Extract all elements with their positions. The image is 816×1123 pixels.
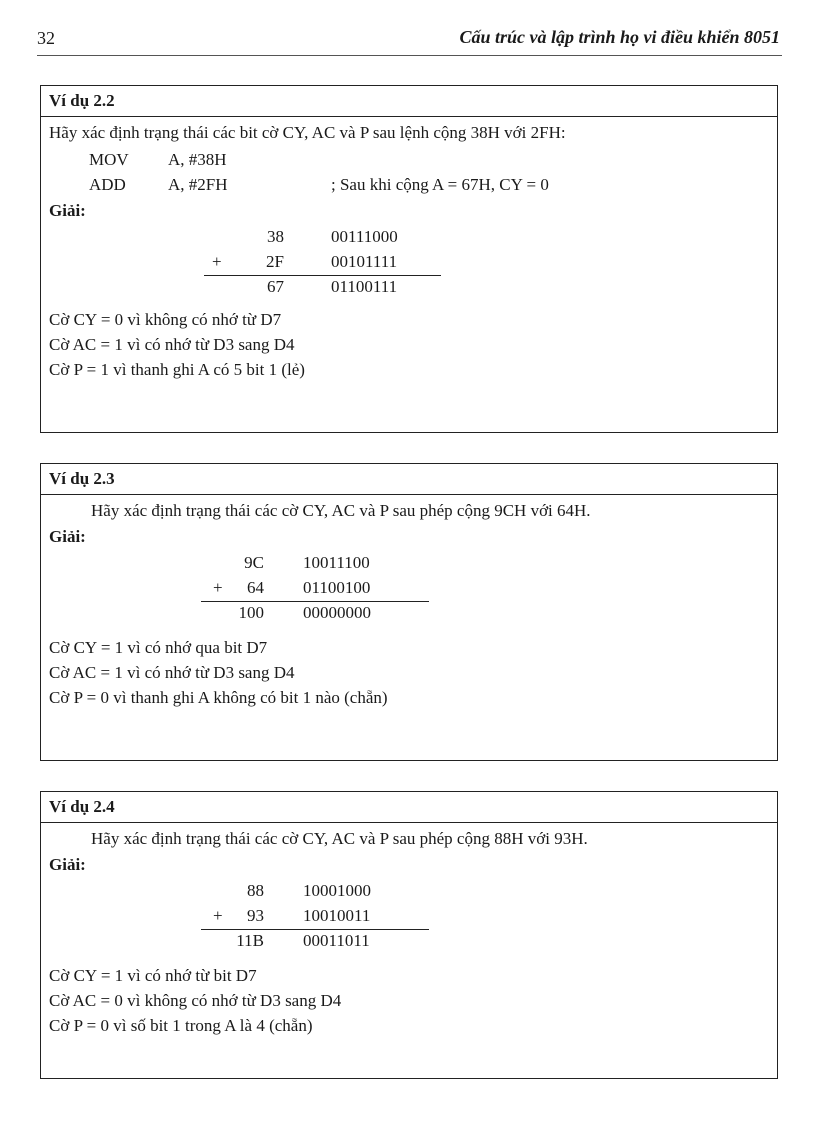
example-intro: Hãy xác định trạng thái các cờ CY, AC và P sau phép cộng 88H với 93H.	[91, 829, 588, 848]
flag-note: Cờ P = 0 vì thanh ghi A không có bit 1 nào (chẵn)	[49, 688, 388, 707]
code-comment: ; Sau khi cộng A = 67H, CY = 0	[331, 175, 549, 194]
flag-note: Cờ P = 1 vì thanh ghi A có 5 bit 1 (lẻ)	[49, 360, 305, 379]
flag-note: Cờ AC = 1 vì có nhớ từ D3 sang D4	[49, 335, 295, 354]
sum-bin: 00011011	[303, 931, 370, 950]
operand-b-bin: 00101111	[331, 252, 398, 271]
example-2-3	[40, 463, 778, 761]
sum-rule	[204, 275, 441, 276]
flag-note: Cờ AC = 0 vì không có nhớ từ D3 sang D4	[49, 991, 342, 1010]
example-intro: Hãy xác định trạng thái các bit cờ CY, AC và P sau lệnh cộng 38H với 2FH:	[49, 123, 566, 142]
example-2-2	[40, 85, 778, 433]
example-intro: Hãy xác định trạng thái các cờ CY, AC và P sau phép cộng 9CH với 64H.	[91, 501, 591, 520]
example-2-4	[40, 791, 778, 1079]
example-header	[41, 86, 777, 117]
plus-sign: +	[213, 578, 223, 597]
operand-a-hex: 88	[247, 881, 264, 900]
operand-b-hex: 64	[247, 578, 264, 597]
example-title: Ví dụ 2.2	[49, 91, 115, 110]
operand-a-bin: 00111000	[331, 227, 398, 246]
code-op: MOV	[89, 150, 129, 169]
operand-a-hex: 38	[267, 227, 284, 246]
operand-b-bin: 01100100	[303, 578, 371, 597]
flag-note: Cờ P = 0 vì số bit 1 trong A là 4 (chẵn)	[49, 1016, 313, 1035]
sum-rule	[201, 601, 429, 602]
code-args: A, #2FH	[168, 175, 228, 194]
solution-label: Giải:	[49, 855, 86, 874]
flag-note: Cờ CY = 0 vì không có nhớ từ D7	[49, 310, 282, 329]
example-header	[41, 464, 777, 495]
code-op: ADD	[89, 175, 126, 194]
plus-sign: +	[212, 252, 222, 271]
plus-sign: +	[213, 906, 223, 925]
header-rule	[37, 55, 782, 56]
operand-b-hex: 93	[247, 906, 264, 925]
sum-bin: 00000000	[303, 603, 371, 622]
running-title: Cấu trúc và lập trình họ vi điều khiển 8051	[459, 27, 780, 47]
solution-label: Giải:	[49, 527, 86, 546]
example-header	[41, 792, 777, 823]
solution-label: Giải:	[49, 201, 86, 220]
operand-a-hex: 9C	[244, 553, 264, 572]
operand-a-bin: 10001000	[303, 881, 371, 900]
page-number: 32	[37, 28, 55, 48]
sum-hex: 100	[238, 603, 264, 622]
sum-rule	[201, 929, 429, 930]
page-header	[0, 0, 816, 60]
operand-b-hex: 2F	[266, 252, 284, 271]
example-title: Ví dụ 2.3	[49, 469, 115, 488]
flag-note: Cờ CY = 1 vì có nhớ từ bit D7	[49, 966, 257, 985]
flag-note: Cờ CY = 1 vì có nhớ qua bit D7	[49, 638, 268, 657]
operand-b-bin: 10010011	[303, 906, 371, 925]
sum-hex: 11B	[236, 931, 264, 950]
operand-a-bin: 10011100	[303, 553, 370, 572]
flag-note: Cờ AC = 1 vì có nhớ từ D3 sang D4	[49, 663, 295, 682]
example-title: Ví dụ 2.4	[49, 797, 115, 816]
sum-bin: 01100111	[331, 277, 398, 296]
code-args: A, #38H	[168, 150, 227, 169]
sum-hex: 67	[267, 277, 284, 296]
